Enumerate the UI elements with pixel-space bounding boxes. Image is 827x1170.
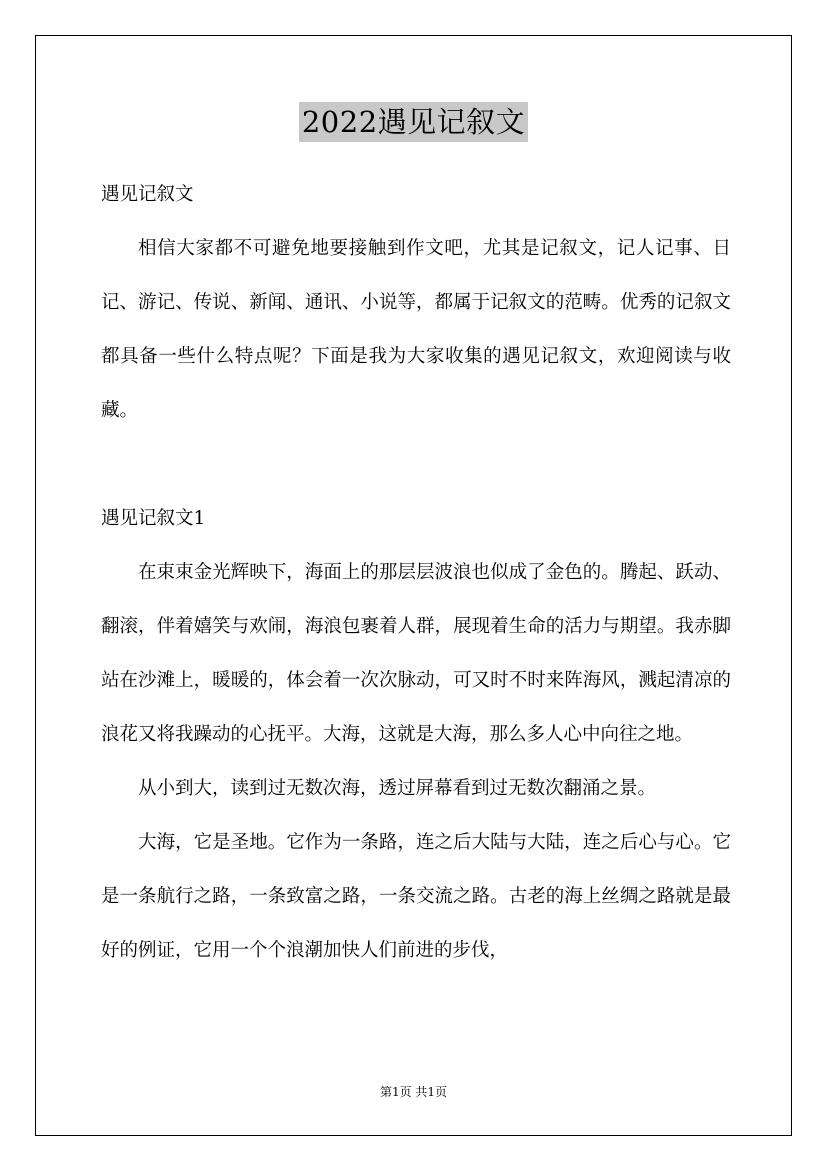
body-paragraph: 大海，它是圣地。它作为一条路，连之后大陆与大陆，连之后心与心。它是一条航行之路，一条致富之路，一条交流之路。古老的海上丝绸之路就是最好的例证，它用一个个浪潮加快人们前进的步伐， [101,832,731,961]
page-number-label: 第1页 共1页 [379,1085,448,1099]
section-gap [101,438,731,492]
body-paragraph: 在束束金光辉映下，海面上的那层层波浪也似成了金色的。腾起、跃动、翻滚，伴着嬉笑与欢闹，海浪包裹着人群，展现着生命的活力与期望。我赤脚站在沙滩上，暖暖的，体会着一次次脉动，可又时不时来阵海风，溅起清凉的浪花又将我躁动的心抚平。大海，这就是大海，那么多人心中向往之地。 [101,562,731,745]
document-title: 2022遇见记叙文 [299,102,528,142]
intro-paragraph: 相信大家都不可避免地要接触到作文吧，尤其是记叙文，记人记事、日记、游记、传说、新闻、通讯、小说等，都属于记叙文的范畴。优秀的记叙文都具备一些什么特点呢？下面是我为大家收集的遇见记叙文，欢迎阅读与收藏。 [101,238,731,421]
intro-heading: 遇见记叙文 [101,184,194,205]
document-body [101,168,731,978]
body-paragraph: 从小到大，读到过无数次海，透过屏幕看到过无数次翻涌之景。 [138,778,657,799]
section1-heading: 遇见记叙文1 [101,508,206,529]
title-container [0,102,827,142]
page-footer [0,1084,827,1100]
